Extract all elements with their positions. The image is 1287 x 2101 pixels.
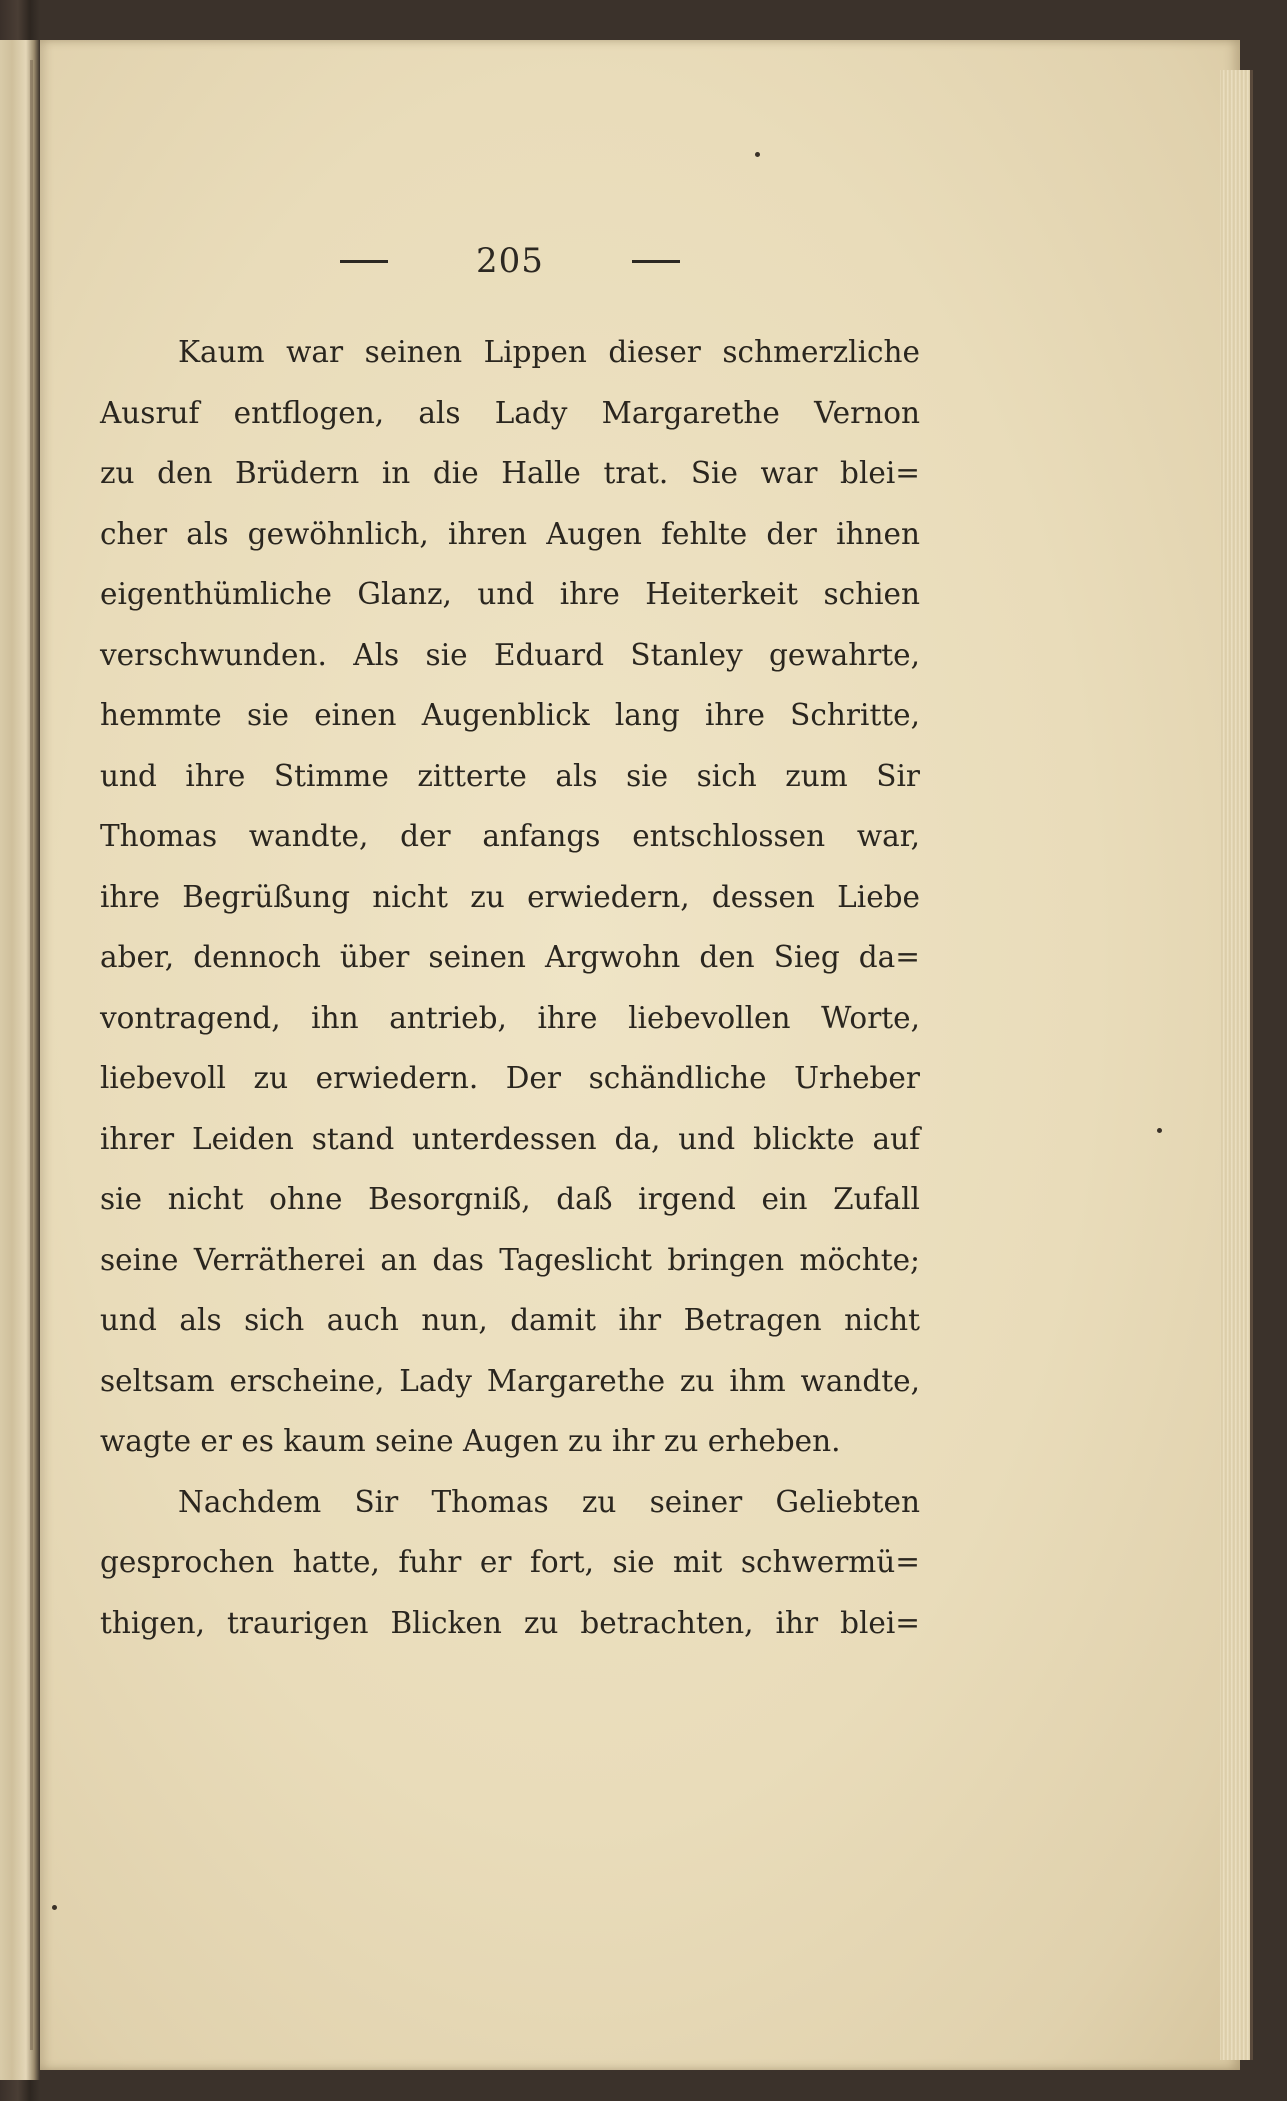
text-line: zu den Brüdern in die Halle trat. Sie war blei= xyxy=(100,456,920,490)
facing-page-strip xyxy=(0,40,40,2080)
text-line: sie nicht ohne Besorgniß, daß irgend ein Zufall xyxy=(100,1182,920,1216)
text-line: vontragend, ihn antrieb, ihre liebevollen Worte, xyxy=(100,1000,920,1035)
text-line: verschwunden. Als sie Eduard Stanley gewahrte, xyxy=(100,637,920,672)
text-line: aber, dennoch über seinen Argwohn den Sieg da= xyxy=(100,940,920,974)
page-block-edge xyxy=(1220,70,1253,2060)
text-line: ihrer Leiden stand unterdessen da, und blickte auf xyxy=(100,1121,920,1156)
text-line: gesprochen hatte, fuhr er fort, sie mit schwermü= xyxy=(100,1545,920,1579)
text-line: und als sich auch nun, damit ihr Betragen nicht xyxy=(100,1303,920,1337)
header-dash-right xyxy=(632,260,680,263)
text-line: liebevoll zu erwiedern. Der schändliche Urheber xyxy=(100,1061,920,1095)
text-line: Ausruf entflogen, als Lady Margarethe Vernon xyxy=(100,395,920,430)
text-line: Kaum war seinen Lippen dieser schmerzliche xyxy=(178,335,920,369)
page-number: 205 xyxy=(476,241,544,281)
text-line: eigenthümliche Glanz, und ihre Heiterkeit schien xyxy=(100,577,920,611)
text-line: thigen, traurigen Blicken zu betrachten, ihr blei= xyxy=(100,1605,920,1640)
paragraph-1 xyxy=(100,322,920,1472)
text-line: seltsam erscheine, Lady Margarethe zu ihm wandte, xyxy=(100,1363,920,1398)
text-line: und ihre Stimme zitterte als sie sich zum Sir xyxy=(100,758,920,793)
text-line: hemmte sie einen Augenblick lang ihre Schritte, xyxy=(100,698,920,732)
text-line: Thomas wandte, der anfangs entschlossen war, xyxy=(100,819,920,853)
body-text xyxy=(100,322,920,1653)
text-line: ihre Begrüßung nicht zu erwiedern, dessen Liebe xyxy=(100,879,920,914)
paper-speck xyxy=(52,1905,57,1910)
text-line: cher als gewöhnlich, ihren Augen fehlte der ihnen xyxy=(100,516,920,551)
paper-speck xyxy=(1157,1128,1162,1133)
text-line: wagte er es kaum seine Augen zu ihr zu erheben. xyxy=(100,1424,841,1458)
header-dash-left xyxy=(340,260,388,263)
binding-edge xyxy=(30,60,33,2050)
paper-speck xyxy=(755,152,760,157)
paragraph-2 xyxy=(100,1472,920,1654)
text-line: Nachdem Sir Thomas zu seiner Geliebten xyxy=(178,1484,920,1519)
page-header xyxy=(340,236,680,286)
text-line: seine Verrätherei an das Tageslicht bringen möchte; xyxy=(100,1242,920,1277)
